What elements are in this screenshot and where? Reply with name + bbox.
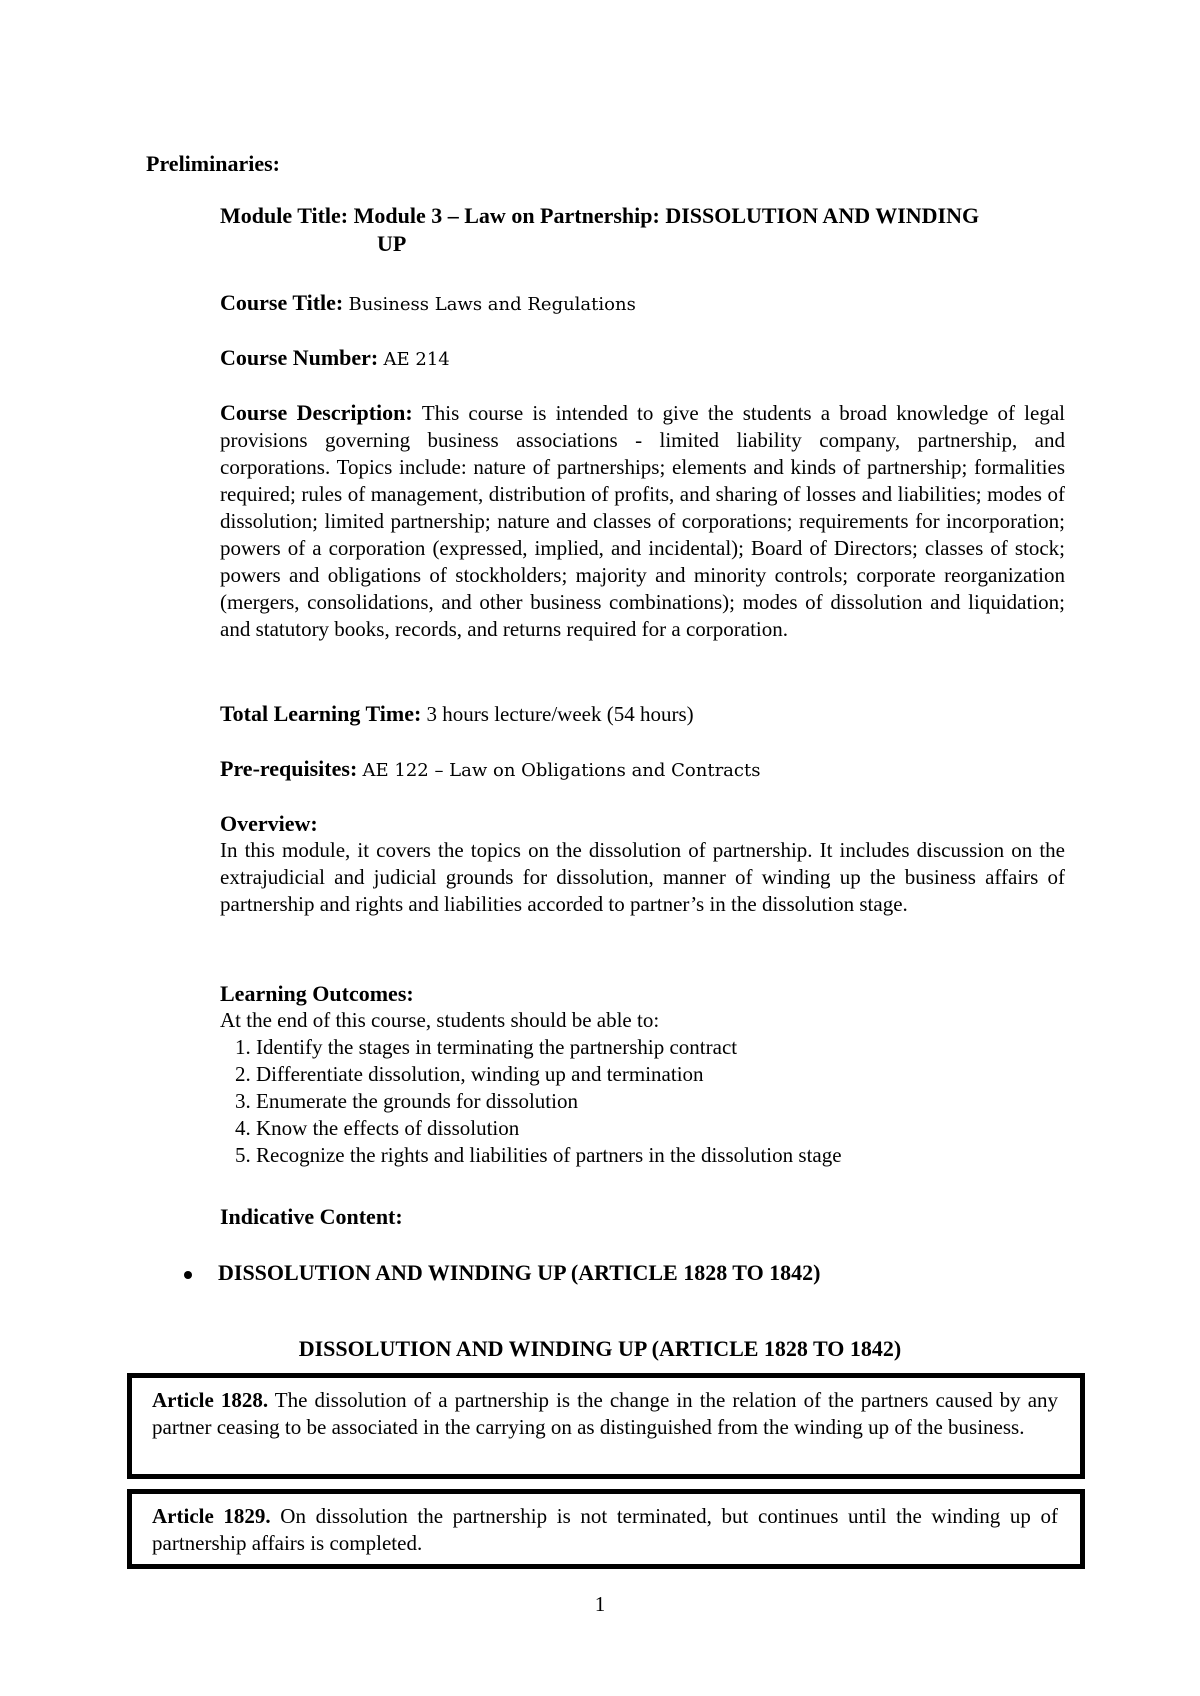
article-text: On dissolution the partnership is not terminated, but continues until the winding up of partnership affairs is completed. [152,1504,1059,1555]
course-description-label: Course Description: [220,400,413,425]
list-item: 2. Differentiate dissolution, winding up and termination [256,1061,1065,1088]
prerequisites-value: AE 122 – Law on Obligations and Contracts [362,760,761,781]
indicative-content-section [220,1203,403,1230]
prerequisites-field [220,755,1065,784]
learning-outcomes-section [220,980,1065,1169]
indicative-content-item-text: DISSOLUTION AND WINDING UP (ARTICLE 1828 TO 1842) [218,1260,821,1285]
module-title-line1: Module 3 – Law on Partnership: DISSOLUTION AND WINDING [353,203,980,228]
list-item: 3. Enumerate the grounds for dissolution [256,1088,1065,1115]
course-description-text: This course is intended to give the students a broad knowledge of legal provisions governing business associations - limited liability company, partnership, and corporations. Topics include: nature of partnerships; elements and kinds of partnership; formalities required; rules of management, distribution of profits, and sharing of losses and liabilities; modes of dissolution; limited partnership; nature and classes of corporations; requirements for incorporation; powers of a corporation (expressed, implied, and incidental); Board of Directors; classes of stock; powers and obligations of stockholders; majority and minority controls; corporate reorganization (mergers, consolidations, and other business combinations); modes of dissolution and liquidation; and statutory books, records, and returns required for a corporation. [220,401,1065,641]
overview-text: In this module, it covers the topics on the dissolution of partnership. It includes discussion on the extrajudicial and judicial grounds for dissolution, manner of winding up the business affairs of partnership and rights and liabilities accorded to partner’s in the dissolution stage. [220,838,1065,916]
bullet-icon [184,1271,192,1279]
learning-outcomes-list [220,1034,1065,1169]
prerequisites-label: Pre-requisites: [220,756,358,781]
module-title [220,202,1070,258]
page-number: 1 [594,1592,606,1616]
learning-time-field [220,700,1065,728]
article-text: The dissolution of a partnership is the change in the relation of the partners caused by any partner ceasing to be associated in the carrying on as distinguished from the winding up of the business. [152,1388,1059,1439]
section-heading: DISSOLUTION AND WINDING UP (ARTICLE 1828 TO 1842) [298,1336,902,1361]
article-1829-box [127,1489,1085,1569]
list-item: 1. Identify the stages in terminating the partnership contract [256,1034,1065,1061]
course-description [220,399,1065,643]
module-title-label: Module Title: [220,203,349,228]
indicative-content-heading: Indicative Content: [220,1204,403,1229]
overview-heading: Overview: [220,811,318,836]
overview-section [220,810,1065,918]
learning-time-label: Total Learning Time: [220,701,422,726]
indicative-content-item [184,1259,821,1286]
preliminaries-heading: Preliminaries: [146,151,280,176]
learning-time-value: 3 hours lecture/week (54 hours) [426,702,694,726]
article-1828-box [127,1373,1085,1479]
learning-outcomes-heading: Learning Outcomes: [220,981,414,1006]
article-label: Article 1828. [152,1388,269,1412]
course-number-field [220,344,1065,373]
learning-outcomes-intro: At the end of this course, students should be able to: [220,1008,660,1032]
course-title-label: Course Title: [220,290,344,315]
course-number-value: AE 214 [383,349,450,370]
course-number-label: Course Number: [220,345,379,370]
list-item: 4. Know the effects of dissolution [256,1115,1065,1142]
module-title-line2: UP [377,231,407,256]
course-title-value: Business Laws and Regulations [348,294,636,315]
course-title-field [220,289,1065,318]
article-label: Article 1829. [152,1504,271,1528]
list-item: 5. Recognize the rights and liabilities of partners in the dissolution stage [256,1142,1065,1169]
